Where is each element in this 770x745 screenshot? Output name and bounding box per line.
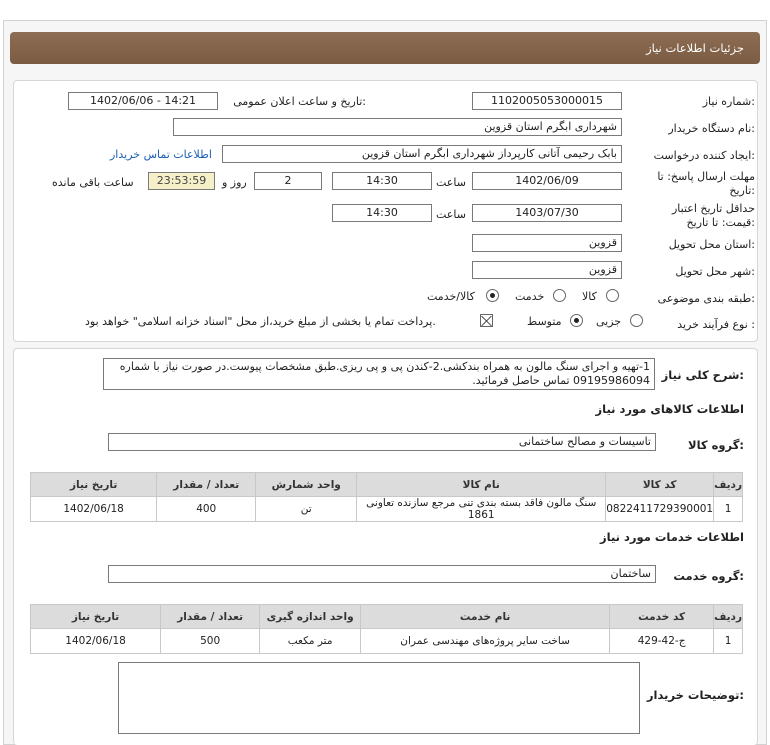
city-label: شهر محل تحویل: xyxy=(675,265,755,278)
table-cell: تن xyxy=(256,497,357,522)
column-header: تاریخ نیاز xyxy=(31,473,157,497)
table-cell: 1402/06/18 xyxy=(31,497,157,522)
validity-label: حداقل تاریخ اعتبار xyxy=(671,202,755,215)
need-number-field: 1102005053000015 xyxy=(472,92,622,110)
announce-datetime-field: 1402/06/06 - 14:21 xyxy=(68,92,218,110)
table-cell: ج-42-429 xyxy=(610,629,714,654)
deadline-time-field: 14:30 xyxy=(332,172,432,190)
treasury-payment-checkbox[interactable] xyxy=(480,314,493,327)
days-remaining-field: 2 xyxy=(254,172,322,190)
goods-group-field: تاسیسات و مصالح ساختمانی xyxy=(108,433,656,451)
column-header: کد کالا xyxy=(606,473,714,497)
city-field: قزوین xyxy=(472,261,622,279)
general-description-label: شرح کلی نیاز: xyxy=(661,368,744,382)
buyer-notes-field xyxy=(118,662,640,734)
column-header: تعداد / مقدار xyxy=(161,605,260,629)
category-goods-radio[interactable] xyxy=(606,289,619,302)
goods-table xyxy=(30,472,743,522)
remaining-time-field: 23:53:59 xyxy=(148,172,215,190)
deadline-time-label: ساعت xyxy=(436,176,466,189)
column-header: کد خدمت xyxy=(610,605,714,629)
table-cell: 0822411729390001 xyxy=(606,497,714,522)
category-label: طبقه بندی موضوعی: xyxy=(657,292,755,305)
process-partial-label: جزیی xyxy=(596,315,622,328)
deadline-label: مهلت ارسال پاسخ: تا xyxy=(657,170,755,183)
validity-time-label: ساعت xyxy=(436,208,466,221)
general-description-field: 1-تهیه و اجرای سنگ مالون به همراه بندکشی.2-کندن پی و پی ریزی.طبق مشخصات پیوست.در صورت نیاز با شماره 09195986094 تماس حاصل فرمائید. xyxy=(103,358,655,390)
requester-label: ایجاد کننده درخواست: xyxy=(653,149,755,162)
column-header: ردیف xyxy=(714,605,743,629)
process-partial-radio[interactable] xyxy=(630,314,643,327)
services-section-title: اطلاعات خدمات مورد نیاز xyxy=(600,530,744,544)
province-field: قزوین xyxy=(472,234,622,252)
validity-date-field: 1403/07/30 xyxy=(472,204,622,222)
category-goods-service-radio[interactable] xyxy=(486,289,499,302)
goods-section-title: اطلاعات کالاهای مورد نیاز xyxy=(595,402,744,416)
validity-time-field: 14:30 xyxy=(332,204,432,222)
deadline-label-2: تاریخ: xyxy=(729,184,755,197)
buyer-org-field: شهرداری ابگرم استان قزوین xyxy=(173,118,622,136)
column-header: ردیف xyxy=(714,473,743,497)
column-header: تاریخ نیاز xyxy=(31,605,161,629)
table-cell: متر مکعب xyxy=(260,629,361,654)
deadline-date-field: 1402/06/09 xyxy=(472,172,622,190)
category-goods-service-label: کالا/خدمت xyxy=(427,290,475,303)
table-cell: 1 xyxy=(714,497,743,522)
treasury-payment-note: پرداخت تمام یا بخشی از مبلغ خرید،از محل "اسناد خزانه اسلامی" خواهد بود. xyxy=(85,315,436,328)
services-table xyxy=(30,604,743,654)
requester-field: بابک رحیمی آتانی کارپرداز شهرداری ابگرم استان قزوین xyxy=(222,145,622,163)
remaining-time-label: ساعت باقی مانده xyxy=(52,176,134,189)
goods-table-header xyxy=(31,473,743,497)
category-goods-label: کالا xyxy=(582,290,597,303)
table-cell: سنگ مالون فاقد بسته بندی تنی مرجع سازنده تعاونی 1861 xyxy=(357,497,606,522)
table-cell: 1 xyxy=(714,629,743,654)
column-header: واحد شمارش xyxy=(256,473,357,497)
table-row xyxy=(31,497,743,522)
buyer-notes-label: توضیحات خریدار: xyxy=(646,688,744,702)
service-group-label: گروه خدمت: xyxy=(673,569,744,583)
table-cell: 1402/06/18 xyxy=(31,629,161,654)
column-header: نام کالا xyxy=(357,473,606,497)
province-label: استان محل تحویل: xyxy=(668,238,755,251)
page-header xyxy=(10,32,760,64)
process-type-label: نوع فرآیند خرید : xyxy=(677,318,755,331)
column-header: تعداد / مقدار xyxy=(157,473,256,497)
table-cell: 400 xyxy=(157,497,256,522)
buyer-org-label: نام دستگاه خریدار: xyxy=(668,122,755,135)
category-service-radio[interactable] xyxy=(553,289,566,302)
table-cell: 500 xyxy=(161,629,260,654)
table-row xyxy=(31,629,743,654)
column-header: نام خدمت xyxy=(361,605,610,629)
process-medium-radio[interactable] xyxy=(570,314,583,327)
table-cell: ساخت سایر پروژه‌های مهندسی عمران xyxy=(361,629,610,654)
process-medium-label: متوسط xyxy=(527,315,562,328)
service-group-field: ساختمان xyxy=(108,565,656,583)
column-header: واحد اندازه گیری xyxy=(260,605,361,629)
need-number-label: شماره نیاز: xyxy=(702,95,755,108)
category-service-label: خدمت xyxy=(515,290,545,303)
page-title: جزئیات اطلاعات نیاز xyxy=(646,41,744,55)
goods-group-label: گروه کالا: xyxy=(688,438,744,452)
buyer-contact-link[interactable]: اطلاعات تماس خریدار xyxy=(110,148,212,161)
services-table-header xyxy=(31,605,743,629)
validity-label-2: قیمت: تا تاریخ: xyxy=(686,216,755,229)
days-label: روز و xyxy=(222,176,247,189)
announce-label: تاریخ و ساعت اعلان عمومی: xyxy=(233,95,366,108)
